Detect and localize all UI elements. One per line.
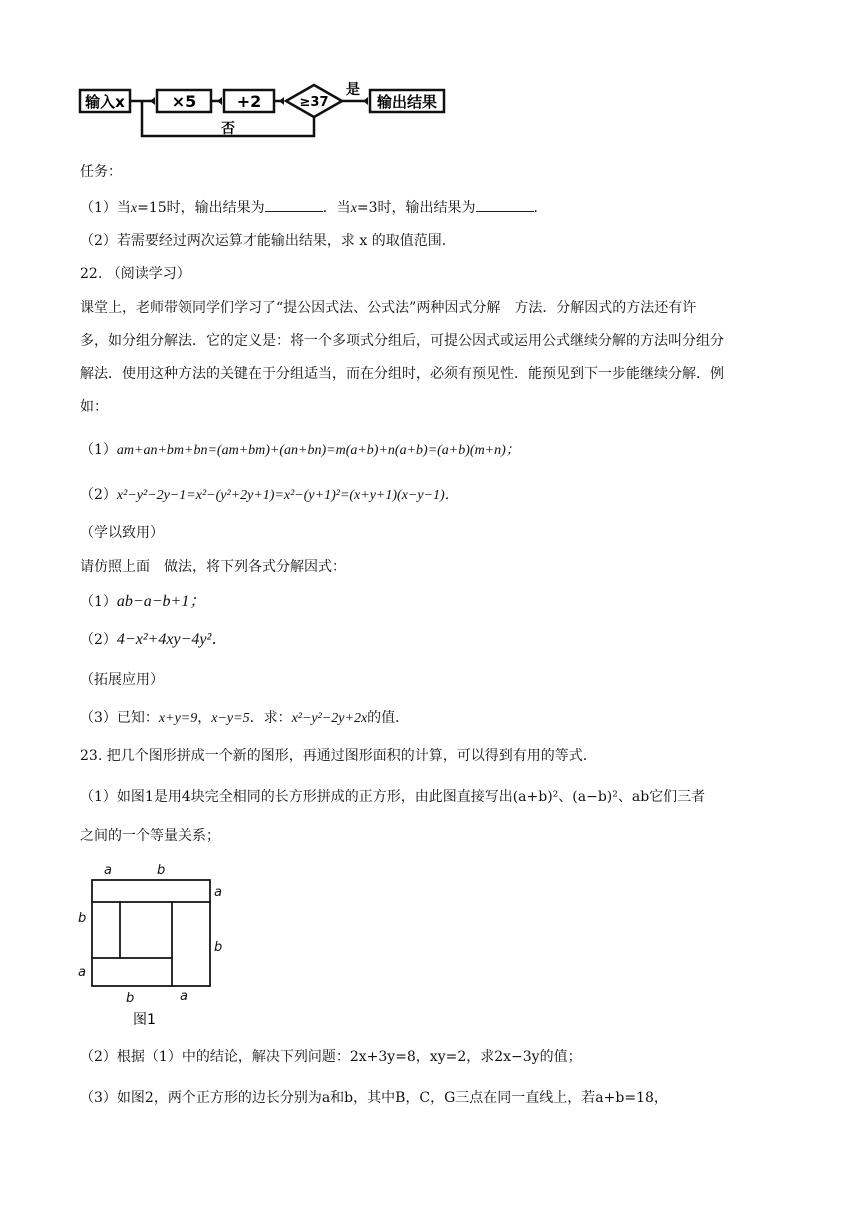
answer-blank-2[interactable] xyxy=(476,197,534,212)
label-b-top: b xyxy=(157,863,166,878)
label-a-top: a xyxy=(104,863,112,878)
label-b-left: b xyxy=(78,911,87,926)
p22-title: 22. （阅读学习） xyxy=(80,266,191,282)
flow-step1-text: ×5 xyxy=(171,92,197,111)
label-a-right: a xyxy=(214,885,222,900)
p22-apply-title: （学以致用） xyxy=(80,525,164,541)
flow-input-text: 输入x xyxy=(85,93,125,111)
flow-yes-text: 是 xyxy=(346,82,360,98)
p22-para3: 解法．使用这种方法的关键在于分组适当，而在分组时，必须有预见性．能预见到下一步能继续分解．例 xyxy=(80,366,724,382)
rect-right xyxy=(172,902,210,986)
p22-extend-question: （3）已知：x+y=9，x−y=5．求：x²−y²−2y+2x的值． xyxy=(80,710,410,726)
p23-title: 23. 把几个图形拼成一个新的图形，再通过图形面积的计算，可以得到有用的等式． xyxy=(80,748,597,764)
flow-step2-text: +2 xyxy=(236,92,262,111)
label-a-bottom: a xyxy=(180,989,188,1004)
flow-condition-text: ≥37 xyxy=(299,95,329,110)
label-a-left: a xyxy=(78,965,86,980)
flow-no-text: 否 xyxy=(221,121,235,137)
label-b-bottom: b xyxy=(126,991,135,1006)
p22-apply-2: （2）4−x²+4xy−4y²． xyxy=(80,631,228,648)
answer-blank-1[interactable] xyxy=(265,197,323,212)
task-heading: 任务： xyxy=(80,164,122,180)
figure-1 xyxy=(74,858,224,1028)
p22-para4: 如： xyxy=(80,399,108,415)
p22-example-2: （2）x²−y²−2y−1=x²−(y²+2y+1)=x²−(y+1)²=(x+y+1)(x−y−1)． xyxy=(80,487,459,503)
outer-square xyxy=(92,880,210,986)
inner-square xyxy=(120,902,172,958)
p22-apply-1: （1）ab−a−b+1； xyxy=(80,593,206,610)
flow-output-text: 输出结果 xyxy=(376,93,438,111)
rect-left xyxy=(92,902,120,958)
p23-q2: （2）根据（1）中的结论，解决下列问题：2x+3y=8，xy=2，求2x−3y的值； xyxy=(80,1049,582,1065)
p23-q1-line1: （1）如图1是用4块完全相同的长方形拼成的正方形，由此图直接写出(a+b)²、(a−b)²、ab它们三者 xyxy=(80,789,706,805)
flowchart xyxy=(78,78,458,148)
p22-example-1: （1）am+an+bm+bn=(am+bm)+(an+bn)=m(a+b)+n(a+b)=(a+b)(m+n)； xyxy=(80,442,520,458)
p23-q1-line2: 之间的一个等量关系； xyxy=(80,828,220,844)
p22-para1: 课堂上，老师带领同学们学习了“提公因式法、公式法”两种因式分解 方法．分解因式的方法还有许 xyxy=(80,300,697,316)
rect-bottom xyxy=(92,958,172,986)
p22-para2: 多，如分组分解法．它的定义是：将一个多项式分组后，可提公因式或运用公式继续分解的方法叫分组分 xyxy=(80,333,724,349)
label-b-right: b xyxy=(214,940,223,955)
p23-q3: （3）如图2，两个正方形的边长分别为a和b，其中B，C，G三点在同一直线上，若a+b=18， xyxy=(80,1090,668,1106)
p22-apply-intro: 请仿照上面 做法，将下列各式分解因式： xyxy=(80,559,346,575)
task-q2: （2）若需要经过两次运算才能输出结果，求 x 的取值范围． xyxy=(80,233,456,249)
p22-extend-title: （拓展应用） xyxy=(80,672,164,688)
figure-1-caption: 图1 xyxy=(133,1012,156,1028)
task-q1: （1）当x=15时，输出结果为 ．当x=3时，输出结果为 ． xyxy=(80,197,548,219)
rect-top xyxy=(92,880,210,902)
